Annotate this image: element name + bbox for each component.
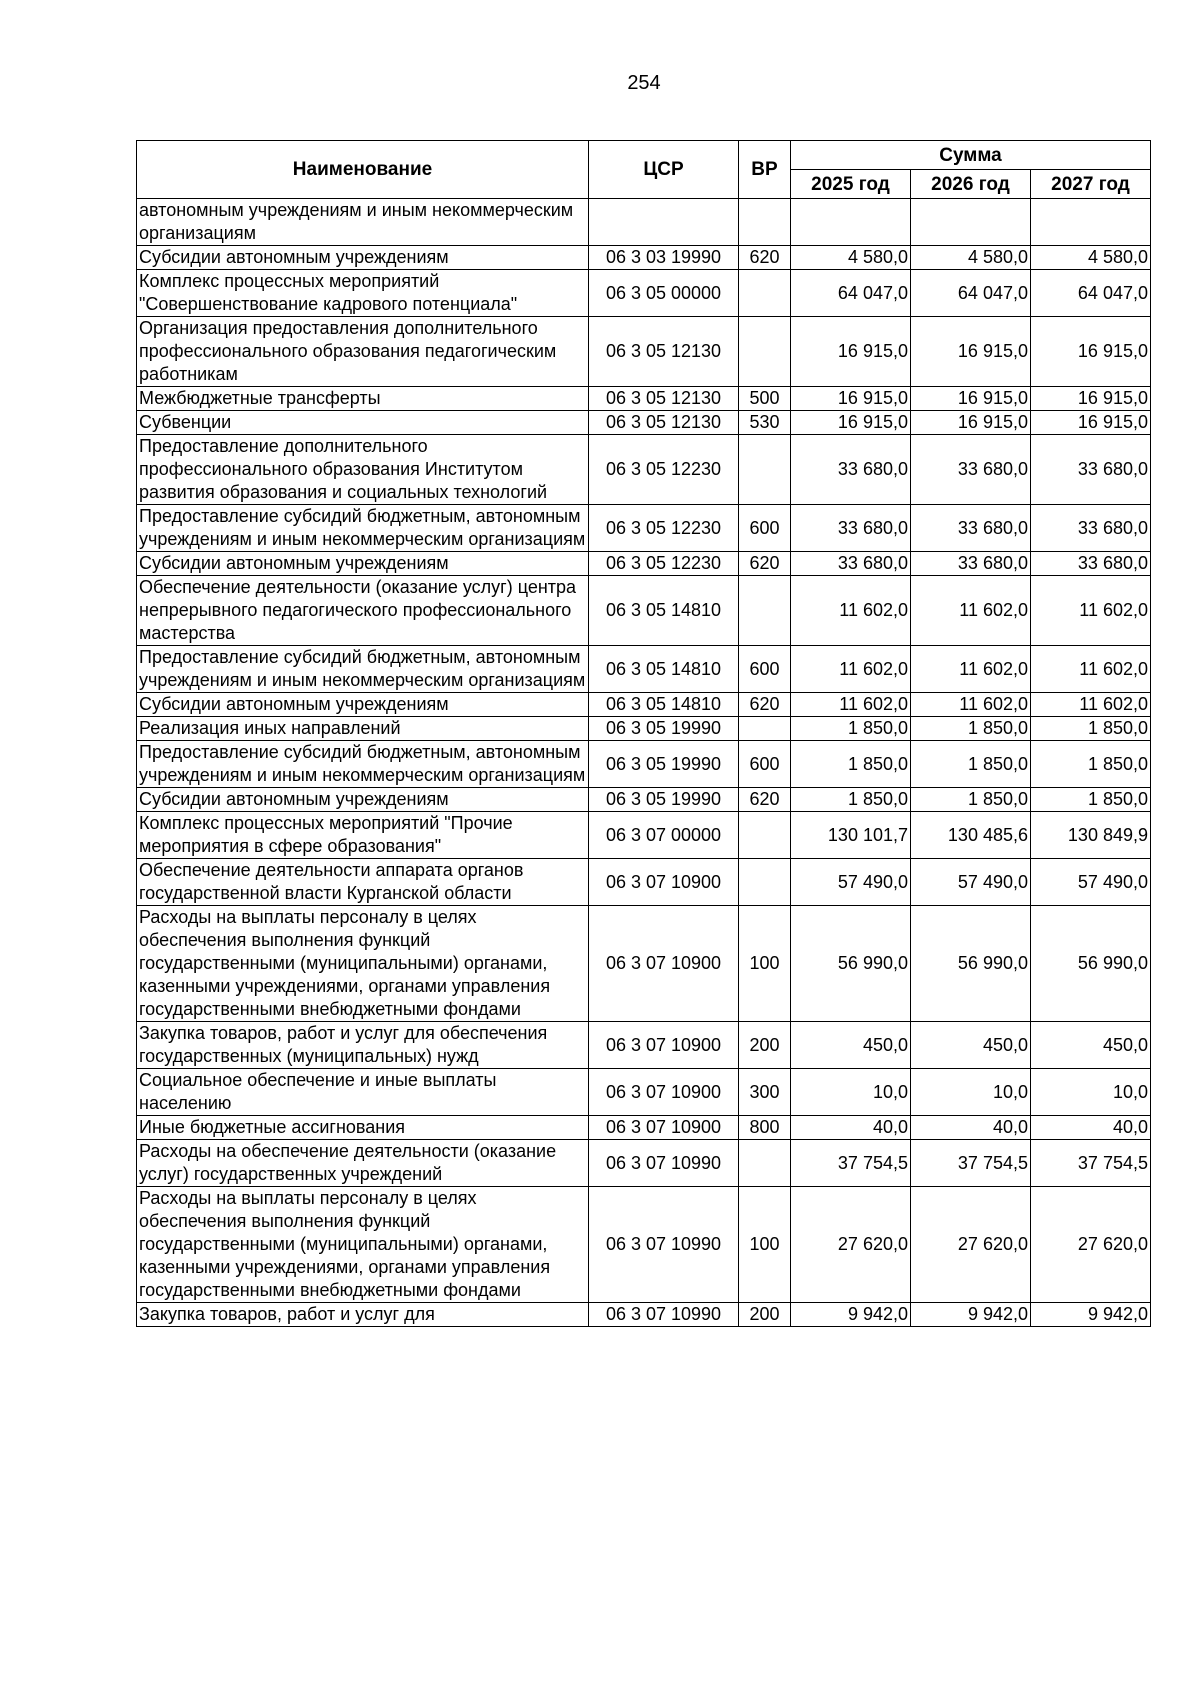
table-row	[137, 317, 1151, 387]
name-cell: Комплекс процессных мероприятий "Совершенствование кадрового потенциала"	[137, 270, 589, 317]
header-year-2026: 2026 год	[911, 170, 1031, 199]
sum-2025-cell	[791, 199, 911, 246]
header-vr: ВР	[739, 141, 791, 199]
sum-2027-cell: 16 915,0	[1031, 411, 1151, 435]
sum-2026-cell: 4 580,0	[911, 246, 1031, 270]
sum-2027-cell: 33 680,0	[1031, 505, 1151, 552]
table-row	[137, 1187, 1151, 1303]
budget-table	[136, 140, 1151, 1327]
sum-2025-cell: 1 850,0	[791, 717, 911, 741]
vr-cell	[739, 270, 791, 317]
sum-2025-cell: 10,0	[791, 1069, 911, 1116]
header-year-2027: 2027 год	[1031, 170, 1151, 199]
name-cell: Закупка товаров, работ и услуг для	[137, 1303, 589, 1327]
sum-2026-cell: 1 850,0	[911, 741, 1031, 788]
sum-2027-cell: 33 680,0	[1031, 435, 1151, 505]
name-cell: Расходы на выплаты персоналу в целях обеспечения выполнения функций государственными (муниципальными) органами, казенными учреждениями, органами управления государственными внебюджетными фондами	[137, 1187, 589, 1303]
header-csr: ЦСР	[589, 141, 739, 199]
name-cell: Субвенции	[137, 411, 589, 435]
vr-cell: 620	[739, 693, 791, 717]
vr-cell: 530	[739, 411, 791, 435]
sum-2026-cell: 450,0	[911, 1022, 1031, 1069]
table-row	[137, 812, 1151, 859]
table-row	[137, 411, 1151, 435]
table-body	[137, 199, 1151, 1327]
sum-2025-cell: 9 942,0	[791, 1303, 911, 1327]
vr-cell	[739, 1140, 791, 1187]
table-row	[137, 270, 1151, 317]
sum-2025-cell: 450,0	[791, 1022, 911, 1069]
csr-cell: 06 3 05 00000	[589, 270, 739, 317]
table-row	[137, 693, 1151, 717]
table-row	[137, 552, 1151, 576]
sum-2025-cell: 130 101,7	[791, 812, 911, 859]
sum-2027-cell: 130 849,9	[1031, 812, 1151, 859]
csr-cell: 06 3 07 10900	[589, 1069, 739, 1116]
name-cell: Организация предоставления дополнительного профессионального образования педагогическим работникам	[137, 317, 589, 387]
table-row	[137, 199, 1151, 246]
csr-cell: 06 3 07 10900	[589, 859, 739, 906]
sum-2026-cell: 64 047,0	[911, 270, 1031, 317]
header-sum: Сумма	[791, 141, 1151, 170]
sum-2025-cell: 64 047,0	[791, 270, 911, 317]
table-row	[137, 788, 1151, 812]
sum-2025-cell: 4 580,0	[791, 246, 911, 270]
sum-2025-cell: 57 490,0	[791, 859, 911, 906]
sum-2027-cell: 64 047,0	[1031, 270, 1151, 317]
vr-cell	[739, 576, 791, 646]
csr-cell: 06 3 07 10990	[589, 1187, 739, 1303]
vr-cell: 600	[739, 646, 791, 693]
csr-cell: 06 3 05 12130	[589, 317, 739, 387]
vr-cell	[739, 812, 791, 859]
sum-2025-cell: 1 850,0	[791, 741, 911, 788]
name-cell: Реализация иных направлений	[137, 717, 589, 741]
sum-2025-cell: 27 620,0	[791, 1187, 911, 1303]
sum-2026-cell: 40,0	[911, 1116, 1031, 1140]
sum-2025-cell: 33 680,0	[791, 505, 911, 552]
csr-cell: 06 3 05 12130	[589, 387, 739, 411]
name-cell: Расходы на обеспечение деятельности (оказание услуг) государственных учреждений	[137, 1140, 589, 1187]
table-row	[137, 246, 1151, 270]
vr-cell: 800	[739, 1116, 791, 1140]
table-row	[137, 435, 1151, 505]
name-cell: Комплекс процессных мероприятий "Прочие мероприятия в сфере образования"	[137, 812, 589, 859]
csr-cell: 06 3 05 19990	[589, 741, 739, 788]
sum-2027-cell: 56 990,0	[1031, 906, 1151, 1022]
page-number: 254	[627, 72, 661, 94]
vr-cell	[739, 199, 791, 246]
table-row	[137, 646, 1151, 693]
sum-2025-cell: 33 680,0	[791, 552, 911, 576]
vr-cell	[739, 435, 791, 505]
sum-2027-cell: 27 620,0	[1031, 1187, 1151, 1303]
sum-2027-cell: 4 580,0	[1031, 246, 1151, 270]
vr-cell: 600	[739, 505, 791, 552]
sum-2025-cell: 11 602,0	[791, 693, 911, 717]
name-cell: Иные бюджетные ассигнования	[137, 1116, 589, 1140]
name-cell: Социальное обеспечение и иные выплаты населению	[137, 1069, 589, 1116]
vr-cell: 300	[739, 1069, 791, 1116]
sum-2025-cell: 56 990,0	[791, 906, 911, 1022]
csr-cell: 06 3 05 12230	[589, 505, 739, 552]
sum-2026-cell: 16 915,0	[911, 387, 1031, 411]
name-cell: Субсидии автономным учреждениям	[137, 693, 589, 717]
table-row	[137, 576, 1151, 646]
sum-2026-cell: 27 620,0	[911, 1187, 1031, 1303]
sum-2026-cell: 130 485,6	[911, 812, 1031, 859]
csr-cell: 06 3 05 14810	[589, 646, 739, 693]
sum-2026-cell: 1 850,0	[911, 788, 1031, 812]
name-cell: Обеспечение деятельности аппарата органов государственной власти Курганской области	[137, 859, 589, 906]
sum-2025-cell: 11 602,0	[791, 576, 911, 646]
name-cell: Предоставление субсидий бюджетным, автономным учреждениям и иным некоммерческим организациям	[137, 646, 589, 693]
sum-2026-cell	[911, 199, 1031, 246]
sum-2025-cell: 11 602,0	[791, 646, 911, 693]
csr-cell: 06 3 07 10900	[589, 1022, 739, 1069]
vr-cell: 100	[739, 906, 791, 1022]
sum-2027-cell: 1 850,0	[1031, 741, 1151, 788]
sum-2027-cell: 16 915,0	[1031, 387, 1151, 411]
name-cell: Закупка товаров, работ и услуг для обеспечения государственных (муниципальных) нужд	[137, 1022, 589, 1069]
sum-2027-cell: 11 602,0	[1031, 693, 1151, 717]
csr-cell: 06 3 05 14810	[589, 576, 739, 646]
header-year-2025: 2025 год	[791, 170, 911, 199]
sum-2027-cell: 9 942,0	[1031, 1303, 1151, 1327]
table-row	[137, 505, 1151, 552]
sum-2027-cell: 33 680,0	[1031, 552, 1151, 576]
vr-cell: 620	[739, 788, 791, 812]
csr-cell: 06 3 05 14810	[589, 693, 739, 717]
sum-2027-cell: 57 490,0	[1031, 859, 1151, 906]
table-row	[137, 1140, 1151, 1187]
csr-cell: 06 3 07 10900	[589, 1116, 739, 1140]
csr-cell: 06 3 07 10990	[589, 1303, 739, 1327]
name-cell: Предоставление субсидий бюджетным, автономным учреждениям и иным некоммерческим организациям	[137, 741, 589, 788]
sum-2026-cell: 57 490,0	[911, 859, 1031, 906]
sum-2026-cell: 11 602,0	[911, 576, 1031, 646]
sum-2025-cell: 16 915,0	[791, 411, 911, 435]
name-cell: Предоставление субсидий бюджетным, автономным учреждениям и иным некоммерческим организациям	[137, 505, 589, 552]
name-cell: Обеспечение деятельности (оказание услуг) центра непрерывного педагогического профессионального мастерства	[137, 576, 589, 646]
sum-2025-cell: 37 754,5	[791, 1140, 911, 1187]
sum-2027-cell: 450,0	[1031, 1022, 1151, 1069]
sum-2026-cell: 37 754,5	[911, 1140, 1031, 1187]
vr-cell: 200	[739, 1303, 791, 1327]
csr-cell: 06 3 03 19990	[589, 246, 739, 270]
vr-cell: 500	[739, 387, 791, 411]
vr-cell: 620	[739, 552, 791, 576]
sum-2025-cell: 16 915,0	[791, 387, 911, 411]
sum-2026-cell: 1 850,0	[911, 717, 1031, 741]
sum-2027-cell: 37 754,5	[1031, 1140, 1151, 1187]
sum-2025-cell: 16 915,0	[791, 317, 911, 387]
table-row	[137, 859, 1151, 906]
name-cell: Субсидии автономным учреждениям	[137, 246, 589, 270]
vr-cell: 600	[739, 741, 791, 788]
sum-2027-cell: 1 850,0	[1031, 717, 1151, 741]
sum-2025-cell: 40,0	[791, 1116, 911, 1140]
name-cell: Предоставление дополнительного профессионального образования Институтом развития образования и социальных технологий	[137, 435, 589, 505]
csr-cell	[589, 199, 739, 246]
sum-2025-cell: 33 680,0	[791, 435, 911, 505]
csr-cell: 06 3 07 10990	[589, 1140, 739, 1187]
table-row	[137, 1303, 1151, 1327]
csr-cell: 06 3 05 19990	[589, 788, 739, 812]
csr-cell: 06 3 05 12230	[589, 435, 739, 505]
sum-2026-cell: 11 602,0	[911, 646, 1031, 693]
csr-cell: 06 3 05 12230	[589, 552, 739, 576]
table-row	[137, 1069, 1151, 1116]
sum-2027-cell: 16 915,0	[1031, 317, 1151, 387]
table-row	[137, 387, 1151, 411]
sum-2027-cell: 10,0	[1031, 1069, 1151, 1116]
sum-2027-cell: 11 602,0	[1031, 576, 1151, 646]
budget-table-container	[136, 140, 1150, 1327]
sum-2026-cell: 33 680,0	[911, 435, 1031, 505]
csr-cell: 06 3 05 12130	[589, 411, 739, 435]
sum-2026-cell: 33 680,0	[911, 552, 1031, 576]
table-row	[137, 906, 1151, 1022]
csr-cell: 06 3 07 00000	[589, 812, 739, 859]
name-cell: Расходы на выплаты персоналу в целях обеспечения выполнения функций государственными (муниципальными) органами, казенными учреждениями, органами управления государственными внебюджетными фондами	[137, 906, 589, 1022]
sum-2026-cell: 16 915,0	[911, 317, 1031, 387]
sum-2026-cell: 16 915,0	[911, 411, 1031, 435]
table-row	[137, 1022, 1151, 1069]
sum-2026-cell: 33 680,0	[911, 505, 1031, 552]
name-cell: Субсидии автономным учреждениям	[137, 788, 589, 812]
sum-2026-cell: 9 942,0	[911, 1303, 1031, 1327]
sum-2027-cell: 11 602,0	[1031, 646, 1151, 693]
vr-cell	[739, 717, 791, 741]
sum-2025-cell: 1 850,0	[791, 788, 911, 812]
name-cell: автономным учреждениям и иным некоммерческим организациям	[137, 199, 589, 246]
sum-2026-cell: 11 602,0	[911, 693, 1031, 717]
sum-2027-cell: 40,0	[1031, 1116, 1151, 1140]
sum-2026-cell: 56 990,0	[911, 906, 1031, 1022]
table-row	[137, 741, 1151, 788]
sum-2027-cell: 1 850,0	[1031, 788, 1151, 812]
sum-2027-cell	[1031, 199, 1151, 246]
table-row	[137, 717, 1151, 741]
name-cell: Субсидии автономным учреждениям	[137, 552, 589, 576]
sum-2026-cell: 10,0	[911, 1069, 1031, 1116]
vr-cell	[739, 317, 791, 387]
vr-cell: 200	[739, 1022, 791, 1069]
csr-cell: 06 3 07 10900	[589, 906, 739, 1022]
table-row	[137, 1116, 1151, 1140]
vr-cell: 620	[739, 246, 791, 270]
vr-cell	[739, 859, 791, 906]
name-cell: Межбюджетные трансферты	[137, 387, 589, 411]
table-header-row	[137, 141, 1151, 170]
csr-cell: 06 3 05 19990	[589, 717, 739, 741]
vr-cell: 100	[739, 1187, 791, 1303]
header-name: Наименование	[137, 141, 589, 199]
